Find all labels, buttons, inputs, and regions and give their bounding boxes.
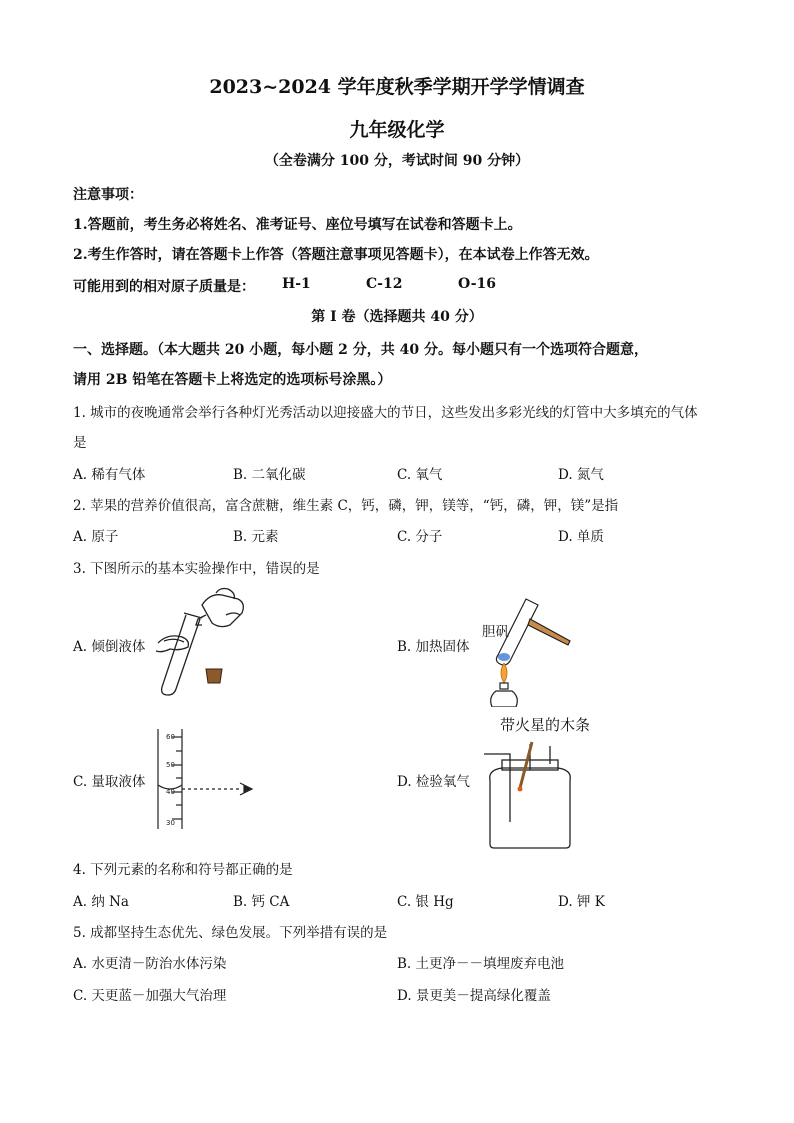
q3-option-d: D. 检验氧气 [397,774,470,790]
q3-option-a: A. 倾倒液体 [73,639,146,655]
q4-option-c: C. 银 Hg [397,894,454,910]
cylinder-tick-30: 30 [166,819,175,827]
q4-option-a: A. 纳 Na [73,894,129,910]
q3-stem: 3. 下图所示的基本实验操作中，错误的是 [73,561,320,577]
chalcanthite-label: 胆矾 [482,624,509,640]
q4-stem: 4. 下列元素的名称和符号都正确的是 [73,862,293,878]
q5-option-c: C. 天更蓝－加强大气治理 [73,988,227,1004]
glowing-splint-label: 带火星的木条 [500,716,591,734]
cylinder-tick-40: 40 [166,788,175,796]
q1-option-c: C. 氧气 [397,467,443,483]
q3-option-b: B. 加热固体 [397,639,470,655]
q1-option-d: D. 氮气 [558,467,604,483]
section-title: 第 I 卷（选择题共 40 分） [311,309,483,325]
q5-stem: 5. 成都坚持生态优先、绿色发展。下列举措有误的是 [73,925,388,941]
q5-option-b: B. 土更净－－填埋废弃电池 [397,956,565,972]
q2-stem: 2. 苹果的营养价值很高，富含蔗糖，维生素 C，钙，磷，钾，镁等，“钙，磷，钾，镁”是指 [73,498,619,514]
cylinder-tick-50: 50 [166,761,175,769]
q3-option-c: C. 量取液体 [73,774,146,790]
notes-item-1: 1.答题前，考生务必将姓名、准考证号、座位号填写在试卷和答题卡上。 [73,217,522,233]
exam-subtitle: 九年级化学 [349,119,445,141]
cylinder-tick-60: 60 [166,733,175,741]
section-instruction-1: 一、选择题。（本大题共 20 小题，每小题 2 分，共 40 分。每小题只有一个选项符合题意， [73,342,648,358]
exam-title: 2023~2024 学年度秋季学期开学学情调查 [209,76,585,98]
score-note: （全卷满分 100 分，考试时间 90 分钟） [264,153,530,169]
atomic-mass-o: O-16 [458,276,497,292]
section-instruction-2: 请用 2B 铅笔在答题卡上将选定的选项标号涂黑。） [73,372,392,388]
oxygen-test-figure [480,740,580,850]
q1-stem-line1: 1. 城市的夜晚通常会举行各种灯光秀活动以迎接盛大的节日，这些发出多彩光线的灯管中大多填充的气体 [73,405,698,421]
q4-option-d: D. 钾 K [558,894,605,910]
q5-option-d: D. 景更美－提高绿化覆盖 [397,988,551,1004]
q5-option-a: A. 水更清－防治水体污染 [73,956,227,972]
heating-solid-figure [488,595,578,707]
atomic-mass-c: C-12 [366,276,403,292]
notes-heading: 注意事项： [73,187,143,203]
q2-option-a: A. 原子 [73,529,119,545]
pouring-liquid-figure [150,585,250,700]
q1-stem-line2: 是 [73,435,87,451]
q2-option-b: B. 元素 [233,529,279,545]
q2-option-d: D. 单质 [558,529,604,545]
notes-item-2: 2.考生作答时，请在答题卡上作答（答题注意事项见答题卡），在本试卷上作答无效。 [73,247,599,263]
q2-option-c: C. 分子 [397,529,443,545]
atomic-mass-h: H-1 [282,276,311,292]
atomic-mass-label: 可能用到的相对原子质量是： [73,279,255,295]
q1-option-b: B. 二氧化碳 [233,467,306,483]
measuring-cylinder-figure [148,725,263,833]
q4-option-b: B. 钙 CA [233,894,290,910]
q1-option-a: A. 稀有气体 [73,467,146,483]
